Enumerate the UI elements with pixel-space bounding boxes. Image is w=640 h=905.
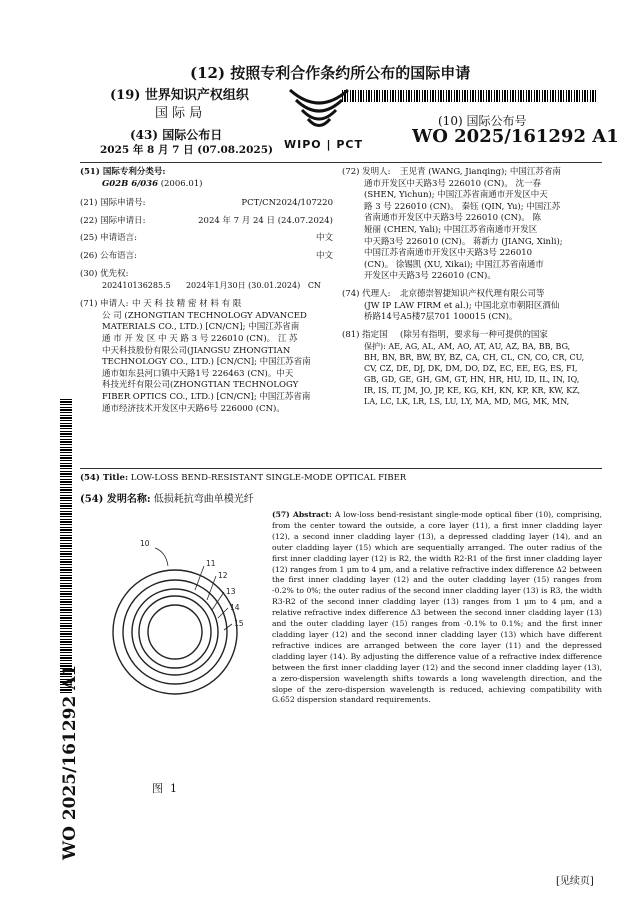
title-en: (54) Title: LOW-LOSS BEND-RESISTANT SINGLE-MODE OPTICAL FIBER	[80, 473, 407, 483]
right-column	[342, 167, 604, 407]
figure-1	[100, 530, 275, 730]
leader-15	[224, 624, 232, 630]
field-21: (21) 国际申请号: PCT/CN2024/107220	[80, 198, 333, 209]
field-26: (26) 公布语言: 中文	[80, 250, 333, 261]
label-12: 12	[218, 571, 228, 580]
field-72: (72) 发明人: 王见青 (WANG, Jianqing); 中国江苏省南 通市开发区中天路3号 226010 (CN)。 沈一春 (SHEN, Yichun); 中国江苏省南通市开发区中天 路 3 号 226010 (CN)。 秦钰 (QIN, Yu); 中国江苏 省南通市开发区中天路3号 226010 (CN)。 陈 娅丽 (CHEN, Yali); 中国江苏省南通市开发区 中天路3号 226010 (CN)。 蒋新力 (JIANG, Xinli); 中国江苏省南通市开发区中天路3号 226010 (CN)。 徐锡凯 (XU, Xikai); 中国江苏省南通市 开发区中天路3号 226010 (CN)。	[342, 167, 563, 282]
wipo-logo-text: WIPO | PCT	[284, 138, 363, 151]
field-81: (81) 指定国 (除另有指明，要求每一种可提供的国家 保护): AE, AG, AL, AM, AO, AT, AU, AZ, BA, BB, BG, BH, BN, BR, BW, BY, BZ, CA, CH, CL, CN, CO, CR, CU, CV, CZ, DE, DJ, DK, DM, DO, DZ, EC, EE, EG, ES, FI, GB, GD, GE, GH, GM, GT, HN, HR, HU, ID, IL, IN, IQ, IR, IS, IT, JM, JO, JP, KE, KG, KH, KN, KP, KR, KW, KZ, LA, LC, LK, LR, LS, LU, LY, MA, MD, MG, MK, MN,	[342, 329, 585, 407]
ring-13	[132, 589, 218, 675]
leader-10	[155, 548, 168, 566]
ring-11	[148, 605, 202, 659]
field-51: (51) 国际专利分类号: G02B 6/036 (2006.01)	[80, 167, 203, 189]
field-74: (74) 代理人: 北京德崇智捷知识产权代理有限公司等 (JW IP LAW FIRM et al.); 中国北京市朝阳区酒仙 桥路14号A5楼7层701 100015 (CN)。	[342, 288, 560, 323]
wipo-emblem-icon	[282, 86, 356, 138]
field-71: (71) 申请人: 中 天 科 技 精 密 材 料 有 限 公 司 (ZHONGTIAN TECHNOLOGY ADVANCED MATERIALS CO., LTD.) [CN/CN]; 中国江苏省南 通 市 开 发 区 中 天 路 3 号 226010 (CN)。 江 苏 中天科技股份有限公司(JIANGSU ZHONGTIAN TECHNOLOGY CO., LTD.) [CN/CN]; 中国江苏省南 通市如东县河口镇中天路1号 226463 (CN)。中天 科技光纤有限公司(ZHONGTIAN TECHNOLOGY FIBER OPTICS CO., LTD.) [CN/CN]; 中国江苏省南 通市经济技术开发区中天路6号 226000 (CN)。	[80, 299, 311, 414]
pub-no-label: (10) 国际公布号	[438, 114, 527, 128]
wipo-logo	[282, 86, 363, 156]
field-25: (25) 申请语言: 中文	[80, 233, 333, 244]
org-name: (19) 世界知识产权组织	[110, 88, 249, 103]
label-13: 13	[226, 587, 236, 596]
ring-12	[139, 596, 211, 668]
title-divider	[80, 468, 602, 469]
field-30: (30) 优先权: 202410136285.5 2024年1月30日 (30.01.2024) CN	[80, 268, 321, 291]
side-publication-number: WO 2025/161292 A1	[60, 664, 80, 860]
header-divider	[80, 162, 602, 163]
pub-no: WO 2025/161292 A1	[412, 126, 619, 147]
label-15: 15	[234, 619, 244, 628]
label-11: 11	[206, 559, 216, 568]
continuation-note: [见续页]	[556, 876, 594, 887]
left-column	[80, 167, 333, 415]
pub-date-label: (43) 国际公布日	[130, 128, 223, 142]
org-bureau: 国 际 局	[155, 106, 203, 121]
side-barcode	[60, 398, 72, 693]
leader-13	[212, 592, 224, 610]
main-title: (12) 按照专利合作条约所公布的国际申请	[190, 64, 471, 82]
title-cn: (54) 发明名称: 低损耗抗弯曲单模光纤	[80, 494, 254, 505]
figure-caption: 图 1	[152, 782, 177, 795]
leader-14	[218, 608, 228, 618]
label-10: 10	[140, 539, 150, 548]
field-22: (22) 国际申请日: 2024 年 7 月 24 日 (24.07.2024)	[80, 215, 333, 226]
label-14: 14	[230, 603, 240, 612]
abstract: (57) Abstract: A low-loss bend-resistant single-mode optical fiber (10), comprising, from the center toward the outside, a core layer (11), a first inner cladding layer (12), a second inner cladding layer (13), a depressed cladding layer (14), and an outer cladding layer (15) which are sequentially arranged. The outer radius of the first inner cladding layer (12) is R2, the width R2-R1 of the first inner cladding layer (12) ranges from 1 μm to 4 μm, and a relative refractive index difference Δ2 between the first inner cladding layer (12) and the outer cladding layer (15) ranges from -0.2% to 0%; the outer radius of the second inner cladding layer (13) is R3, the width R3-R2 of the second inner cladding layer (13) ranges from 1 μm to 4 μm, and a relative refractive index difference Δ3 between the second inner cladding layer (13) and the outer cladding layer (15) ranges from -0.1% to 0.1%; and the first inner cladding layer (12) and the second inner cladding layer (13) which have different refractive indices are arranged between the core layer (11) and the depressed cladding layer (14). By adjusting the difference value of a refractive index difference between the first inner cladding layer (12) and the second inner cladding layer (13), a zero-dispersion wavelength shifts towards a long wavelength direction, and the slope of the zero-dispersion wavelength is reduced, achieving compatibility with G.652 dispersion standard requirements.	[272, 510, 602, 705]
pub-date: 2025 年 8 月 7 日 (07.08.2025)	[100, 144, 273, 156]
top-barcode	[342, 90, 596, 102]
